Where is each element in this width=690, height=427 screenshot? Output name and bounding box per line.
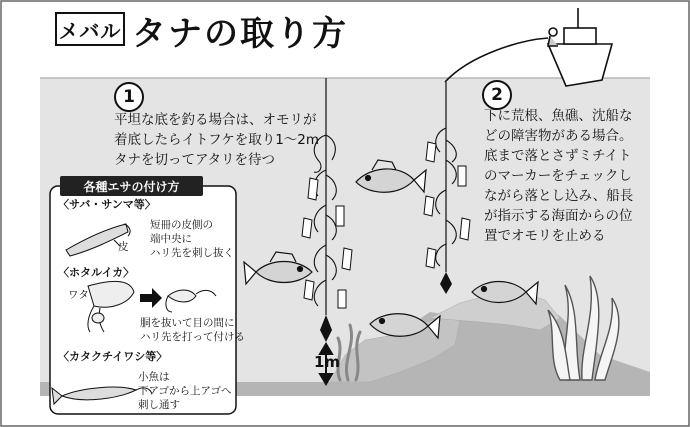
- bait-section-label-saba: 〈サバ・サンマ等〉: [58, 198, 156, 211]
- step-1-number: 1: [114, 82, 144, 112]
- bait-desc-sardine: 小魚は 下アゴから上アゴへ 刺し通す: [138, 371, 232, 411]
- title-badge: メバル: [55, 12, 125, 46]
- bait-section-label-sardine: 〈カタクチイワシ等〉: [58, 350, 168, 363]
- depth-measure-label: 1m: [314, 353, 341, 371]
- step-2-text: 下に荒根、魚礁、沈船な どの障害物がある場合。 底まで落とさずミチイト のマーカーをチェックし ながら落とし込み、船長 が指示する海面からの位 置でオモリを止める: [484, 108, 634, 244]
- page-title: タナの取り方: [132, 14, 348, 54]
- step-1-text: 平坦な底を釣る場合は、オモリが 着底したらイトフケを取り1～2m タナを切ってアタリを待つ: [114, 112, 320, 168]
- bait-note-wata: ワタ: [68, 289, 89, 301]
- bait-note-skin: 皮: [118, 241, 129, 253]
- bait-desc-saba: 短冊の皮側の 端中央に ハリ先を刺し抜く: [150, 219, 234, 259]
- bait-section-label-squid: 〈ホタルイカ〉: [58, 266, 135, 279]
- bait-panel-title: 各種エサの付け方: [60, 176, 203, 196]
- bait-desc-squid: 胴を抜いて目の間に ハリ先を打って付ける: [140, 317, 245, 343]
- step-2-number: 2: [482, 80, 512, 110]
